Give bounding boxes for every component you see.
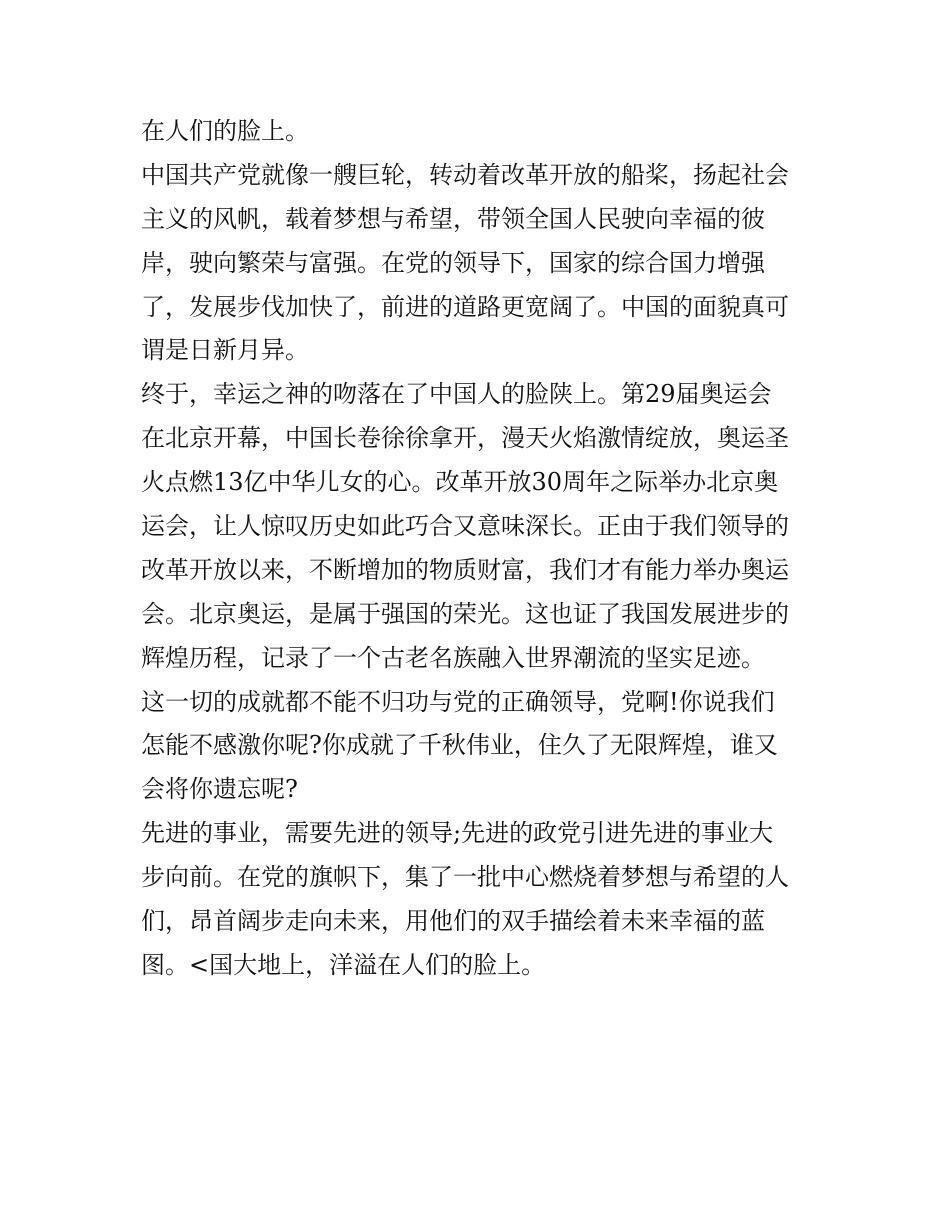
text-line: 在北京开幕，中国长卷徐徐拿开，漫天火焰激情绽放，奥运圣 [141,424,789,453]
text-line: 会将你遗忘呢? [141,775,298,804]
text-line: 在人们的脸上。 [141,117,309,145]
text-line: 谓是日新月异。 [141,336,309,365]
text-line: 先进的事业，需要先进的领导;先进的政党引进先进的事业大 [141,819,774,848]
text-line: 辉煌历程，记录了一个古老名族融入世界潮流的坚实足迹。 [141,643,765,672]
text-line: 主义的风帆，载着梦想与希望，带领全国人民驶向幸福的彼 [141,204,765,233]
text-line: 中国共产党就像一艘巨轮，转动着改革开放的船桨，扬起社会 [141,160,789,189]
text-line: 了，发展步伐加快了，前进的道路更宽阔了。中国的面貌真可 [141,292,789,321]
text-line: 会。北京奥运，是属于强国的荣光。这也证了我国发展进步的 [141,599,789,628]
text-line: 们，昂首阔步走向未来，用他们的双手描绘着未来幸福的蓝 [141,907,765,936]
text-line: 终于，幸运之神的吻落在了中国人的脸陕上。第29届奥运会 [141,380,772,409]
text-line: 步向前。在党的旗帜下，集了一批中心燃烧着梦想与希望的人 [141,863,789,892]
text-line: 这一切的成就都不能不归功与党的正确领导，党啊!你说我们 [141,687,775,716]
document-body [141,110,821,988]
text-line: 改革开放以来，不断增加的物质财富，我们才有能力举办奥运 [141,555,789,584]
text-line: 岸，驶向繁荣与富强。在党的领导下，国家的综合国力增强 [141,248,765,277]
text-line: 运会，让人惊叹历史如此巧合又意味深长。正由于我们领导的 [141,512,789,541]
text-line: 怎能不感激你呢?你成就了千秋伟业，住久了无限辉煌，谁又 [141,731,778,760]
text-line: 图。<国大地上，洋溢在人们的脸上。 [141,950,546,979]
text-line: 火点燃13亿中华儿女的心。改革开放30周年之际举办北京奥 [141,468,779,497]
